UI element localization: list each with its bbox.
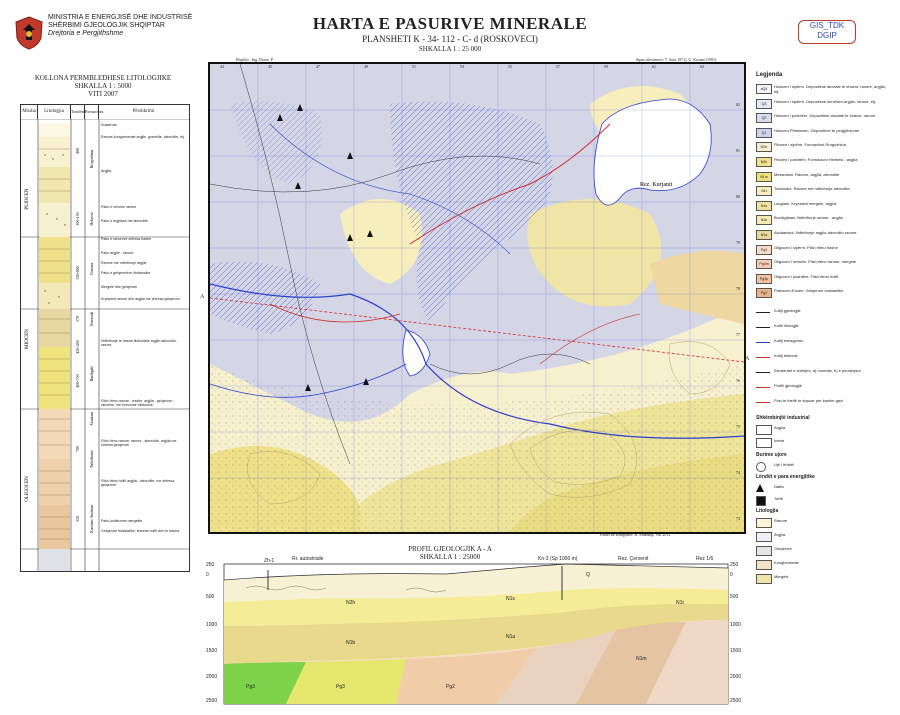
legend-symbol-label: Kufiji transgresiv [774,338,804,343]
legend-title: Legjenda [756,72,783,78]
legend-line-symbol [756,353,770,358]
legend-unit-swatch: N1s [756,201,772,211]
epoch-miocene: MIOCEN [25,329,30,349]
legend-litho-swatch [756,532,772,542]
profile-depth-label: 2000 [730,674,742,680]
geological-map[interactable] [208,62,746,534]
profile-unit-label: Pg2 [446,684,455,690]
legend-water-sweet-label: Ujë i ëmbël [774,462,795,467]
legend-symbol-label: Pusi te thellë te shpuar per kerkim gazi [774,398,843,403]
legend-litho-label: Ranore [774,518,788,523]
map-source-note: Sipas rilevimeve: T. Sota 1971), U. Kacani (1991) [636,57,717,62]
profile-depth-label: 1000 [730,622,742,628]
thickness-5: 450-450 [75,340,80,354]
map-tick-label: 76 [736,378,740,383]
legend-litho-label: Konglomerate [774,560,799,565]
legend-unit-swatch: Pg3 [756,245,772,255]
profile-unit-label: N1m [636,656,647,662]
legend-symbol-label: Profili gjeologjik [774,383,802,388]
profile-depth-label: 1500 [730,648,742,654]
legend-unit-label: Burdigaliani. Ndërthurje ranore - argjila [774,215,843,221]
lithological-column [20,104,190,572]
map-top-ticks [208,64,742,70]
legend-unit-label: Oligocen i poshtëm. Flish ritmo hollë [774,273,839,279]
profile-unit-label: N1a [506,634,516,640]
map-tick-label: 57 [556,64,560,69]
legend-symbol-label: Kufiri litologjik [774,323,799,328]
profile-depth-label: 2500 [206,698,218,704]
map-tick-label: 79 [736,240,740,245]
profile-depth-label: 2500 [730,698,742,704]
epoch-oligocene: OLIGOCEN [25,476,30,502]
legend-litho-swatch [756,518,772,528]
description-8: Ranore me ndërthurje argjile [101,261,147,265]
legend-unit-label: Holocen i sipërm. Depozitime aluviale te zhavor, ranore, argjila, etj. [774,84,886,94]
legend-line-symbol [756,323,770,328]
legend-litho-label: Gelqerore [774,546,792,551]
legend-litho-swatch [756,574,772,584]
map-tick-label: 55 [508,64,512,69]
column-header-formation: Formacioni [85,105,99,119]
inerte-symbol [756,438,772,448]
legend-line-symbol [756,368,770,373]
map-right-ticks [736,62,746,530]
formation-3: Tortona [89,262,94,276]
peat-icon [756,496,766,506]
profile-depth-label: 1000 [206,622,218,628]
map-compiler-note: Përpiloi : Ing. Dorez .P [236,57,274,62]
profile-depth-label: 0 [730,572,733,578]
legend-unit-label: Holocen i sipërm. Depozitime kenetore-argjila, ranore, etj. [774,98,877,104]
gis-badge [798,20,856,44]
map-tick-label: 61 [652,64,656,69]
description-9: Pako e gelqerorëve litotamnike [101,271,151,275]
map-title: HARTA E PASURIVE MINERALE [312,14,588,33]
column-descriptions [101,123,187,545]
thickness-6: 400-750 [75,374,80,388]
formation-6: Akuitani [89,412,94,426]
legend-unit-swatch: N1a [756,230,772,240]
column-header-description: Përshkrimi [132,109,155,114]
formation-1: Rrogozhina [89,149,94,169]
legend-unit-label: Oligocen i mesëm. Flish ritmo ranore, mergele [774,259,857,265]
legend-unit-swatch: Q1 [756,128,772,138]
map-scale: SHKALLA 1 : 25 000 [418,45,482,53]
profile-unit-label: Pg3 [336,684,345,690]
profile-depth-label: 500 [206,594,215,600]
description-15: Flish ritmo hollë argjila - alevrolite, me shtresa gelqerore [101,479,175,488]
map-tick-label: 53 [460,64,464,69]
profile-depth-label: 1500 [206,648,218,654]
legend-unit-swatch: Pg3m [756,259,772,269]
column-year: VITI 2007 [88,90,118,98]
column-title: KOLLONA PERMBLEDHESE LITOLOGJIKE [34,74,172,82]
legend-litho-heading: Litologjia [756,508,779,514]
description-17: Gelqerore bioklastike, shtresa hollë deri te trasha [101,529,180,533]
map-tick-label: 77 [736,332,740,337]
epoch-pliocene: PLIOCEN [25,188,30,210]
legend-litho-label: Argjila [774,532,786,537]
profile-depth-label: 250 [730,562,739,568]
argjila-symbol [756,425,772,435]
profile-depth-label: 250 [206,562,215,568]
description-6: Pako e ranoreve shtresa trashe [101,237,152,241]
column-header-lithology: Litologjia [38,105,71,119]
profile-depth-label: 0 [206,572,209,578]
profile-label-road: Rr. autostrade [292,556,324,562]
description-7: Pako argjile - ranore [101,251,134,255]
lake-label: Rez. Kurjanit [640,182,673,188]
thickness-8: 350 [75,516,80,522]
map-tick-label: 74 [736,470,740,475]
legend-line-symbol [756,383,770,388]
profile-depth-label: 2000 [206,674,218,680]
profile-label-zh1: Zh-1 [264,558,275,564]
profile-unit-label: Pg3 [246,684,255,690]
legend-energy-heading: Lëndët e para energjitike [756,474,815,480]
org-line-2: SHËRBIMI GJEOLOGJIK SHQIPTAR [48,22,165,29]
legend-unit-swatch: Pg2 [756,288,772,298]
profile-canvas [206,560,746,710]
legend-industrial-argjila-label: Argjila [774,425,786,430]
legend-unit-label: Pliocen i sipërm. Formacioni Rrogozhina [774,142,846,148]
description-4: Pako e mesme ranore [101,205,137,209]
legend-line-symbol [756,338,770,343]
map-canvas [210,64,744,532]
profile-label-kn3: Kn-3 (Sp 1000 m) [538,556,578,562]
legend-industrial-heading: Shkëmbinjtë industrial [756,415,810,421]
legend-unit-swatch: N1t [756,186,772,196]
description-10: Mergele dhe gelqerore [101,285,138,289]
legend-line-symbol [756,398,770,403]
map-tick-label: 82 [736,102,740,107]
legend-unit-label: Messiniani. Ranore, argjila, alevrolite [774,171,840,177]
profile-unit-label: Q [586,572,590,578]
description-2: Ranore konglomerate argjile, gravelite, alevrolite, etj. [101,135,185,139]
legend-unit-swatch: N1m [756,172,772,182]
map-tick-label: 49 [364,64,368,69]
description-1: Kuaternar [101,123,117,127]
org-line-3: Drejtoria e Pergjithshme [48,30,124,37]
formation-5: Burdigali [89,366,94,382]
legend-water-heading: Burime ujore [756,452,787,458]
map-tick-label: 47 [316,64,320,69]
legend-unit-swatch: N2h [756,157,772,167]
spring-icon [756,462,766,472]
legend-unit-label: Oligocen i sipërm. Flish ritmo trashe [774,244,838,250]
column-header-age: Mosha [21,105,38,119]
map-tick-label: 43 [220,64,224,69]
legend-unit-label: Pliocen i poshtëm. Formacioni Helmesi - argjila [774,157,858,162]
map-tick-label: 80 [736,194,740,199]
thickness-2: 100-150 [75,212,80,226]
legend-litho-label: Mergele [774,574,789,579]
legend-unit-label: Akuitaniani. Ndërthurje argjilo-alevrolito-ranore [774,230,857,235]
profile-title-block [0,545,900,561]
legend-unit-swatch: N2rr [756,142,772,152]
formation-2: Helmesi [89,212,94,226]
legend-unit-swatch: Pg3p [756,274,772,284]
profile-marker-left: A [200,294,205,300]
legend-energy-peat-label: Torfë [774,496,783,501]
legend-industrial-inerte-label: Inerte [774,438,785,443]
profile-title: PROFIL GJEOLOGJIK A - A [408,545,492,553]
legend-unit-label: Holocen i poshtëm. Depozitime aluviale te zhavor, ranore. [774,113,877,119]
legend-unit-label: Holocen-Pleistocen. Depozitime te pergjithshme [774,127,860,133]
thickness-3: 530-600 [75,266,80,280]
description-16: Pako kolistrome mergelite [101,519,143,523]
gis-badge-line-1: GIS_TDK [809,21,845,30]
org-line-1: MINISTRIA E ENERGJISË DHE INDUSTRISË [48,14,193,21]
watermark [360,240,375,309]
description-5: Pako e argjilave me alevrolite [101,219,148,223]
description-12: Ndërthurje te trasha flishoidale argjilo-alevrolito - ranore [101,339,179,348]
map-tick-label: 45 [268,64,272,69]
profile-label-rez16: Rez 1/6 [696,556,714,562]
formation-4: Serravali [89,311,94,327]
oil-well-icon [756,484,764,492]
column-title-block [18,74,188,98]
map-subtitle: PLANSHETI K - 34- 112 - C- d (ROSKOVECI) [362,34,538,44]
profile-unit-label: N1t [676,600,684,606]
profile-unit-label: N1b [346,640,356,646]
legend-symbol-label: Kufiji tektonik [774,353,798,358]
map-tick-label: 63 [700,64,704,69]
description-11: Kryesisht ranore dhe argjila me shtresa gelqerore [101,297,180,301]
thickness-4: 170 [75,316,80,322]
profile-scale: SHKALLA 1 : 25000 [419,553,481,561]
description-3: Argjila [101,169,111,173]
legend-unit-label: Langiani. Kryesisht mergele, argjila [774,200,837,206]
profile-depth-label: 500 [730,594,739,600]
legend-symbol-label: Kufiji gjeologjik [774,308,801,313]
map-digitization-note: Pasuri ne kompjuter: H. Muzhaqi, Viti 2012 [600,532,671,537]
legend-line-symbol [756,308,770,313]
description-14: Flish ritmo ranore, ranore - alevrolite, argjila me shtresa gelqerore [101,439,177,448]
profile-marker-right: A [745,356,750,362]
column-scale: SHKALLA 1 : 5000 [74,82,132,90]
map-tick-label: 78 [736,286,740,291]
profile-unit-label: N1s [506,596,515,602]
description-13: Flish ritmo ranore - trashe, argjila - gelqerore - ranorike, me horizonte olistosme [101,399,175,408]
thickness-1: 400 [75,148,80,154]
legend-unit-label: Paleocen-Eocen. Gelqerore bioklastike [774,288,844,294]
legend-unit-swatch: Q2 [756,113,772,123]
map-tick-label: 73 [736,516,740,521]
map-tick-label: 59 [604,64,608,69]
profile-unit-label: N2h [346,600,356,606]
legend-unit-swatch: aQ4 [756,84,772,94]
gis-badge-line-2: DGIP [817,31,837,40]
map-tick-label: 81 [736,148,740,153]
legend-unit-swatch: Q3 [756,99,772,109]
map-tick-label: 51 [412,64,416,69]
legend-litho-swatch [756,560,772,570]
formation-7: Paleoltonit [89,450,94,468]
profile-label-reservoir: Rez. Çervenit [618,556,649,562]
legend-unit-swatch: N1b [756,215,772,225]
legend-symbol-label: Elementet e shtrirjes, a) normale, b) e permbysur [774,368,861,373]
formation-8: Karetare Ansitian [89,504,94,534]
map-tick-label: 75 [736,424,740,429]
legend-unit-label: Tortoniani. Ranore me ndërthurje alevrolite [774,186,850,192]
legend-energy-oil-label: Nafta [774,484,784,489]
thickness-7: 700 [75,446,80,452]
column-header-thickness: Trashësia [71,105,85,119]
